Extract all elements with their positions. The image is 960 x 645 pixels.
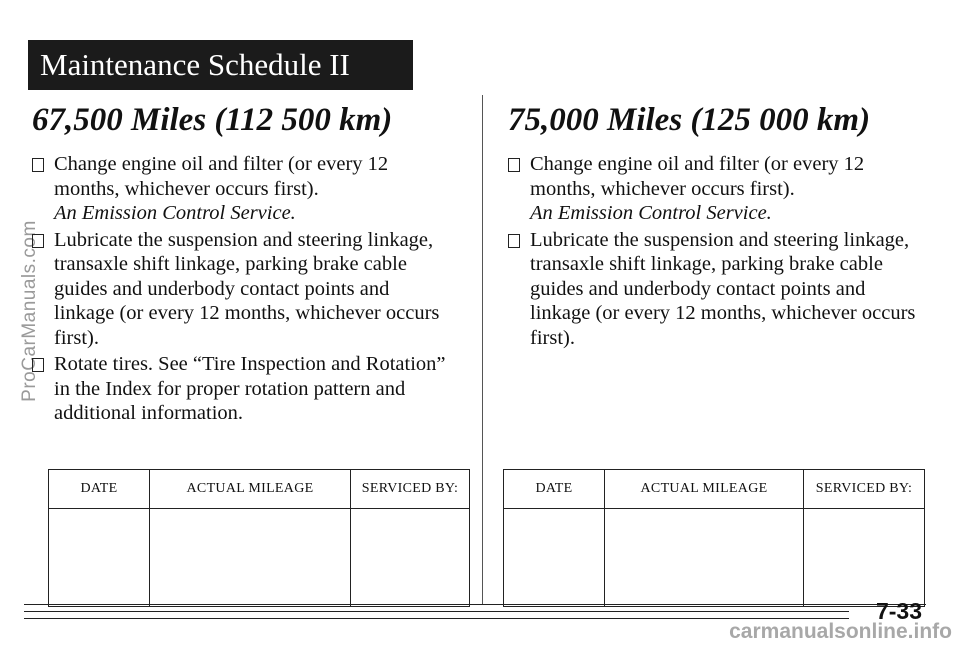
- section-header: [28, 40, 413, 90]
- left-column: [32, 100, 452, 428]
- right-item-lubricate: [508, 228, 928, 351]
- item-note: An Emission Control Service.: [54, 202, 296, 224]
- footer-rule: [24, 618, 849, 619]
- bottom-watermark: carmanualsonline.info: [729, 620, 952, 643]
- right-mileage-title: 75,000 Miles (125 000 km): [508, 102, 871, 138]
- date-header: DATE: [49, 470, 150, 509]
- left-item-rotate-tires: [32, 352, 452, 426]
- footer-rule: [24, 604, 926, 605]
- side-watermark: ProCarManuals.com: [19, 220, 40, 402]
- left-service-record-table: [48, 469, 470, 607]
- item-text: Lubricate the suspension and steering linkage, transaxle shift linkage, parking brake cable guides and underbody contact points and linkage (or every 12 months, whichever occurs first).: [54, 228, 440, 349]
- checkbox-icon[interactable]: [32, 158, 44, 172]
- right-column: [508, 100, 928, 352]
- serviced-by-header: SERVICED BY:: [351, 470, 470, 509]
- checkbox-icon[interactable]: [508, 158, 520, 172]
- right-service-record-table: [503, 469, 925, 607]
- checkbox-icon[interactable]: [32, 234, 44, 248]
- checkbox-icon[interactable]: [32, 358, 44, 372]
- column-divider: [482, 95, 483, 605]
- left-item-oil: [32, 152, 452, 226]
- serviced-by-cell[interactable]: [351, 509, 470, 607]
- page-number: 7-33: [875, 598, 922, 624]
- item-text: Change engine oil and filter (or every 12 months, whichever occurs first).: [530, 153, 865, 200]
- section-header-title: Maintenance Schedule II: [40, 47, 350, 82]
- mileage-cell[interactable]: [605, 509, 804, 607]
- mileage-header: ACTUAL MILEAGE: [150, 470, 351, 509]
- date-cell[interactable]: [504, 509, 605, 607]
- checkbox-icon[interactable]: [508, 234, 520, 248]
- date-cell[interactable]: [49, 509, 150, 607]
- mileage-header: ACTUAL MILEAGE: [605, 470, 804, 509]
- serviced-by-cell[interactable]: [804, 509, 925, 607]
- item-text: Lubricate the suspension and steering linkage, transaxle shift linkage, parking brake cable guides and underbody contact points and linkage (or every 12 months, whichever occurs first).: [530, 228, 916, 349]
- right-item-oil: [508, 152, 928, 226]
- date-header: DATE: [504, 470, 605, 509]
- item-text: Change engine oil and filter (or every 12 months, whichever occurs first).: [54, 153, 389, 200]
- footer-rule: [24, 611, 849, 612]
- left-mileage-title: 67,500 Miles (112 500 km): [32, 102, 393, 138]
- mileage-cell[interactable]: [150, 509, 351, 607]
- item-text: Rotate tires. See “Tire Inspection and Rotation” in the Index for proper rotation pattern and additional information.: [54, 353, 446, 424]
- left-item-lubricate: [32, 228, 452, 351]
- item-note: An Emission Control Service.: [530, 202, 772, 224]
- serviced-by-header: SERVICED BY:: [804, 470, 925, 509]
